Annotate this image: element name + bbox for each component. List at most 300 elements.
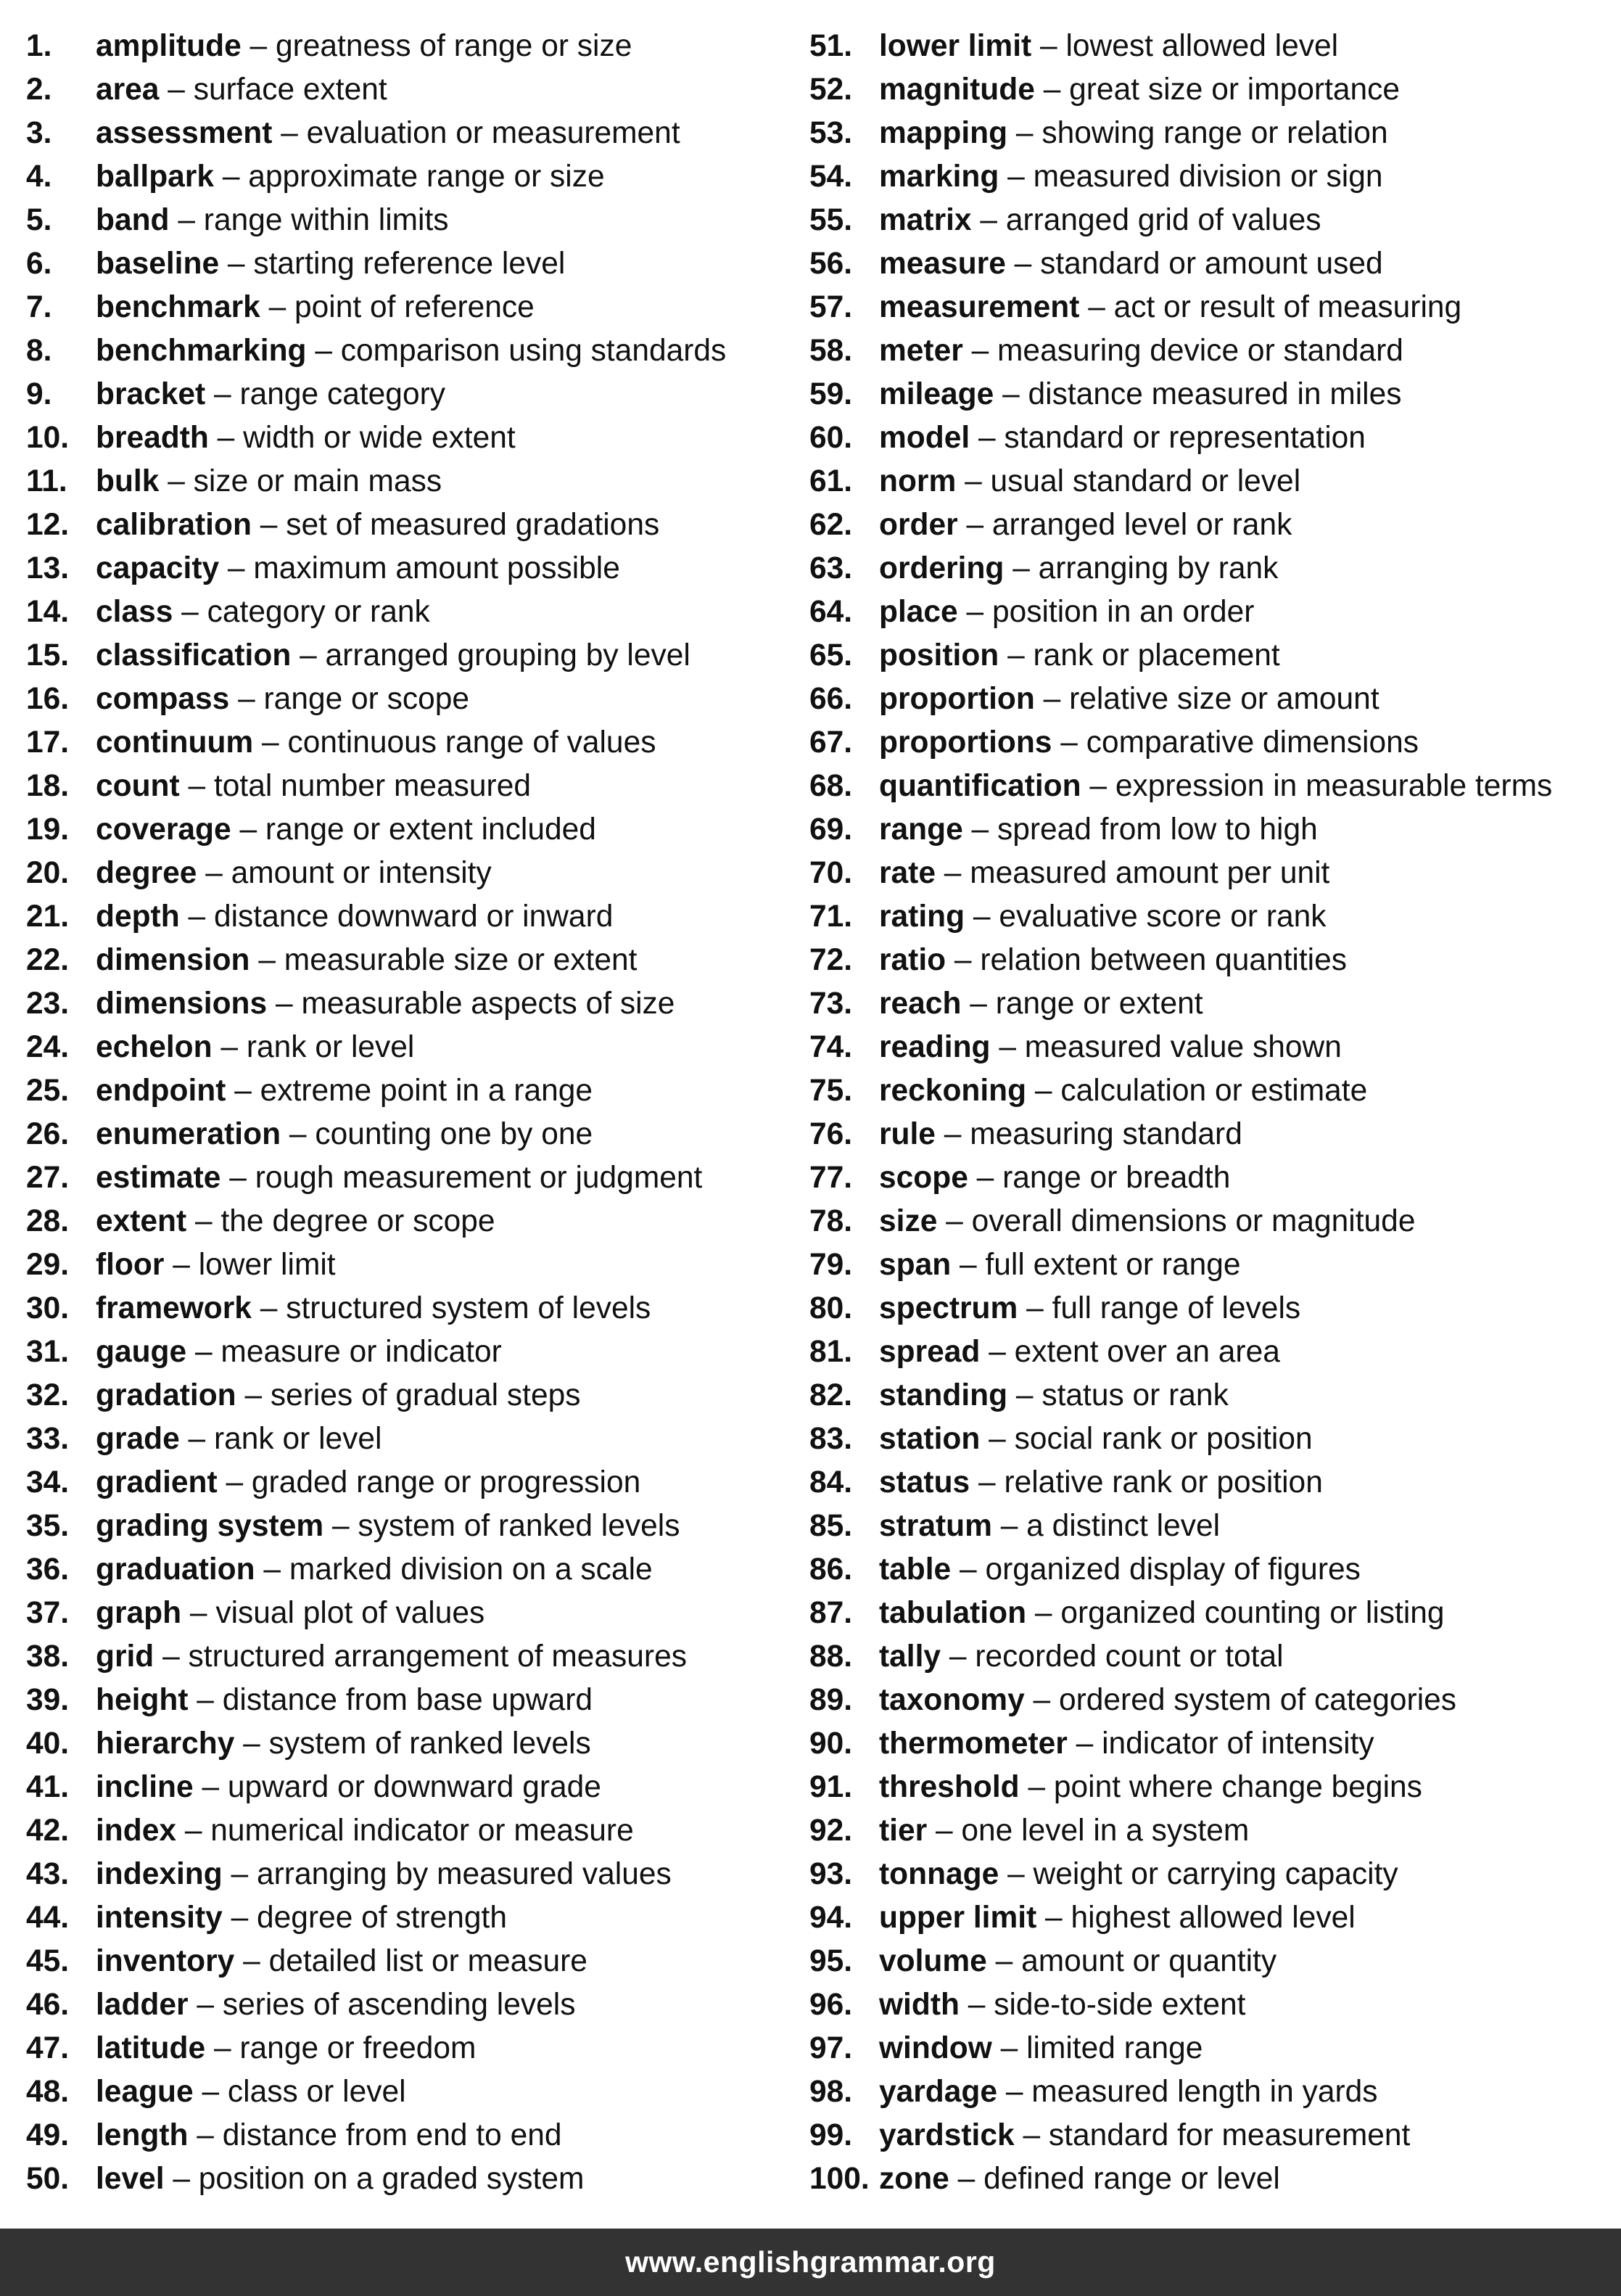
entry-separator: – [995, 1944, 1013, 1978]
list-item [809, 155, 1614, 199]
list-item [809, 416, 1614, 460]
entry-term: area [96, 73, 160, 107]
entry-separator: – [178, 203, 195, 237]
entry-definition: measure or indicator [220, 1335, 502, 1369]
entry-number: 27. [26, 1161, 70, 1195]
list-item [26, 503, 795, 547]
entry-number: 82. [809, 1378, 853, 1412]
entry-number: 58. [809, 334, 853, 368]
list-item [809, 591, 1614, 634]
footer-url[interactable]: www.englishgrammar.org [625, 2245, 996, 2279]
list-item [26, 1461, 795, 1505]
entry-number: 10. [26, 421, 70, 455]
entry-separator: – [1026, 1291, 1044, 1325]
entry-definition: arranging by measured values [257, 1857, 672, 1891]
list-item [26, 112, 795, 155]
list-item [26, 2114, 795, 2157]
list-item [26, 939, 795, 982]
entry-number: 43. [26, 1857, 70, 1891]
entry-text [879, 678, 1379, 721]
entry-separator: – [944, 1117, 962, 1151]
entry-term: endpoint [96, 1074, 226, 1108]
entry-text [96, 25, 632, 68]
entry-number: 2. [26, 73, 52, 107]
entry-term: class [96, 595, 173, 629]
entry-number: 17. [26, 725, 70, 760]
entry-definition: distance measured in miles [1028, 377, 1402, 411]
list-item [26, 1330, 795, 1374]
entry-term: position [879, 638, 999, 672]
entry-separator: – [968, 1988, 986, 2022]
entry-number: 59. [809, 377, 853, 411]
entry-number: 9. [26, 377, 52, 411]
entry-separator: – [1089, 769, 1108, 803]
entry-definition: full range of levels [1052, 1291, 1301, 1325]
entry-definition: limited range [1026, 2031, 1203, 2065]
entry-number: 30. [26, 1291, 70, 1325]
entry-separator: – [213, 2031, 231, 2065]
entry-term: width [879, 1988, 960, 2022]
entry-number: 83. [809, 1422, 853, 1456]
entry-definition: distance from end to end [222, 2118, 562, 2152]
entry-definition: act or result of measuring [1113, 290, 1462, 324]
entry-term: indexing [96, 1857, 223, 1891]
entry-definition: surface extent [193, 73, 387, 107]
entry-term: mileage [879, 377, 994, 411]
entry-text [96, 155, 605, 199]
entry-term: ratio [879, 943, 946, 977]
entry-number: 100. [809, 2162, 870, 2196]
entry-separator: – [1012, 551, 1030, 585]
entry-text [879, 25, 1338, 68]
entry-number: 33. [26, 1422, 70, 1456]
entry-separator: – [275, 987, 293, 1021]
list-item [809, 1200, 1614, 1243]
entry-number: 97. [809, 2031, 853, 2065]
entry-term: calibration [96, 508, 252, 542]
entry-text [96, 678, 469, 721]
entry-separator: – [188, 900, 206, 934]
entry-definition: indicator of intensity [1102, 1727, 1374, 1761]
entry-separator: – [989, 1335, 1006, 1369]
list-item [26, 329, 795, 373]
list-item [809, 286, 1614, 329]
entry-separator: – [1007, 160, 1025, 194]
entry-number: 3. [26, 116, 52, 150]
entry-text [879, 199, 1321, 242]
entry-number: 13. [26, 551, 70, 585]
entry-separator: – [971, 812, 989, 847]
entry-term: spectrum [879, 1291, 1018, 1325]
entry-separator: – [315, 334, 332, 368]
entry-definition: range within limits [203, 203, 449, 237]
entry-separator: – [243, 1944, 260, 1978]
list-item [809, 1287, 1614, 1330]
entry-term: band [96, 203, 170, 237]
entry-definition: range or scope [263, 682, 470, 716]
entry-term: baseline [96, 247, 220, 281]
entry-separator: – [162, 1639, 180, 1674]
entry-separator: – [980, 203, 998, 237]
entry-separator: – [1034, 1596, 1052, 1630]
entry-term: incline [96, 1770, 194, 1804]
entry-term: rate [879, 856, 936, 890]
entry-text [879, 68, 1400, 112]
entry-number: 61. [809, 464, 853, 498]
entry-number: 91. [809, 1770, 853, 1804]
list-item [26, 1853, 795, 1896]
entry-number: 31. [26, 1335, 70, 1369]
entry-separator: – [1033, 1683, 1051, 1717]
entry-number: 48. [26, 2075, 70, 2109]
entry-number: 40. [26, 1727, 70, 1761]
entry-text [879, 808, 1318, 852]
entry-term: window [879, 2031, 992, 2065]
entry-term: dimension [96, 943, 250, 977]
entry-separator: – [258, 943, 276, 977]
list-item [26, 199, 795, 242]
entry-term: intensity [96, 1901, 223, 1935]
entry-number: 96. [809, 1988, 853, 2022]
entry-number: 8. [26, 334, 52, 368]
list-item [26, 1113, 795, 1156]
entry-text [96, 1896, 507, 1940]
entry-term: estimate [96, 1161, 221, 1195]
entry-definition: measured length in yards [1031, 2075, 1378, 2109]
entry-definition: amount or intensity [231, 856, 492, 890]
entry-term: threshold [879, 1770, 1020, 1804]
entry-term: index [96, 1814, 177, 1848]
list-item [26, 25, 795, 68]
list-item [809, 1026, 1614, 1069]
entry-separator: – [1060, 725, 1078, 760]
entry-term: amplitude [96, 29, 242, 63]
entry-text [96, 329, 726, 373]
entry-number: 64. [809, 595, 853, 629]
entry-term: status [879, 1465, 970, 1499]
entry-number: 16. [26, 682, 70, 716]
entry-term: proportions [879, 725, 1052, 760]
list-item [809, 1374, 1614, 1417]
entry-text [879, 591, 1254, 634]
entry-separator: – [949, 1639, 967, 1674]
entry-separator: – [1043, 682, 1061, 716]
entry-text [879, 1853, 1398, 1896]
entry-definition: system of ranked levels [268, 1727, 591, 1761]
entry-separator: – [300, 638, 317, 672]
list-item [26, 1722, 795, 1766]
entry-number: 53. [809, 116, 853, 150]
entry-definition: point where change begins [1053, 1770, 1422, 1804]
entry-text [96, 2027, 476, 2070]
entry-definition: graded range or progression [251, 1465, 641, 1499]
entry-separator: – [1005, 2075, 1023, 2109]
entry-number: 78. [809, 1204, 853, 1238]
entry-number: 68. [809, 769, 853, 803]
entry-text [96, 503, 659, 547]
entry-text [879, 416, 1366, 460]
entry-text [879, 982, 1203, 1026]
entry-number: 67. [809, 725, 853, 760]
entry-text [96, 242, 565, 286]
entry-separator: – [184, 1814, 202, 1848]
entry-definition: maximum amount possible [253, 551, 620, 585]
entry-term: standing [879, 1378, 1008, 1412]
entry-number: 60. [809, 421, 853, 455]
entry-separator: – [243, 1727, 260, 1761]
entry-number: 5. [26, 203, 52, 237]
entry-term: benchmarking [96, 334, 307, 368]
entry-separator: – [966, 508, 984, 542]
entry-text [879, 634, 1280, 678]
list-item [26, 1287, 795, 1330]
entry-separator: – [205, 856, 223, 890]
entry-text [879, 1896, 1356, 1940]
entry-term: measurement [879, 290, 1080, 324]
list-item [26, 1809, 795, 1853]
entry-term: benchmark [96, 290, 260, 324]
entry-term: stratum [879, 1509, 992, 1543]
entry-definition: lowest allowed level [1065, 29, 1339, 63]
entry-term: breadth [96, 421, 209, 455]
entry-number: 72. [809, 943, 853, 977]
entry-term: scope [879, 1161, 968, 1195]
entry-definition: ordered system of categories [1059, 1683, 1457, 1717]
list-item [26, 1635, 795, 1679]
entry-definition: upward or downward grade [227, 1770, 601, 1804]
entry-number: 11. [26, 464, 67, 498]
entry-number: 56. [809, 247, 853, 281]
entry-term: yardstick [879, 2118, 1015, 2152]
list-item [809, 982, 1614, 1026]
entry-number: 46. [26, 1988, 70, 2022]
entry-separator: – [214, 377, 231, 411]
entry-definition: distance from base upward [222, 1683, 593, 1717]
list-item [809, 1679, 1614, 1722]
entry-term: reach [879, 987, 962, 1021]
entry-term: tonnage [879, 1857, 999, 1891]
entry-number: 44. [26, 1901, 70, 1935]
entry-definition: distance downward or inward [213, 900, 614, 934]
list-item [809, 2070, 1614, 2114]
entry-text [96, 1635, 687, 1679]
entry-number: 73. [809, 987, 853, 1021]
entry-definition: organized counting or listing [1060, 1596, 1445, 1630]
entry-definition: greatness of range or size [275, 29, 632, 63]
entry-definition: full extent or range [985, 1248, 1241, 1282]
entry-text [96, 1461, 640, 1505]
list-item [26, 1679, 795, 1722]
footer-bar [0, 2229, 1621, 2296]
entry-number: 77. [809, 1161, 853, 1195]
entry-number: 87. [809, 1596, 853, 1630]
entry-term: grid [96, 1639, 154, 1674]
entry-term: assessment [96, 116, 273, 150]
entry-number: 37. [26, 1596, 70, 1630]
entry-text [879, 155, 1383, 199]
entry-number: 6. [26, 247, 52, 281]
entry-separator: – [965, 464, 982, 498]
entry-text [879, 1809, 1249, 1853]
entry-separator: – [957, 2162, 976, 2196]
entry-term: graduation [96, 1552, 255, 1587]
entry-number: 65. [809, 638, 853, 672]
entry-text [879, 1722, 1374, 1766]
entry-number: 92. [809, 1814, 853, 1848]
entry-number: 38. [26, 1639, 70, 1674]
list-item [809, 1330, 1614, 1374]
entry-term: volume [879, 1944, 987, 1978]
entry-term: league [96, 2075, 194, 2109]
entry-term: yardage [879, 2075, 998, 2109]
entry-term: depth [96, 900, 180, 934]
list-item [809, 678, 1614, 721]
entry-definition: arranging by rank [1038, 551, 1279, 585]
entry-number: 34. [26, 1465, 70, 1499]
entry-definition: spread from low to high [997, 812, 1318, 847]
entry-term: compass [96, 682, 230, 716]
entry-term: taxonomy [879, 1683, 1025, 1717]
list-item [26, 1156, 795, 1200]
list-item [26, 460, 795, 503]
entry-separator: – [189, 1596, 207, 1630]
entry-term: degree [96, 856, 197, 890]
entry-number: 55. [809, 203, 853, 237]
entry-definition: a distinct level [1026, 1509, 1221, 1543]
entry-number: 1. [26, 29, 52, 63]
entry-term: zone [879, 2162, 949, 2196]
entry-term: tally [879, 1639, 941, 1674]
list-item [26, 852, 795, 895]
entry-text [879, 2027, 1203, 2070]
entry-definition: the degree or scope [220, 1204, 495, 1238]
entry-separator: – [960, 1552, 977, 1587]
entry-definition: arranged level or rank [991, 508, 1292, 542]
entry-term: matrix [879, 203, 972, 237]
list-item [26, 1592, 795, 1635]
list-item [26, 547, 795, 591]
entry-separator: – [202, 2075, 220, 2109]
entry-text [96, 1592, 484, 1635]
entry-definition: relation between quantities [980, 943, 1347, 977]
entry-definition: evaluative score or rank [999, 900, 1327, 934]
entry-separator: – [999, 1030, 1016, 1064]
list-item [26, 634, 795, 678]
entry-text [879, 1287, 1300, 1330]
list-item [26, 286, 795, 329]
entry-term: meter [879, 334, 963, 368]
entry-separator: – [976, 1161, 994, 1195]
entry-definition: comparison using standards [340, 334, 727, 368]
entry-text [96, 1548, 653, 1592]
entry-definition: range or extent [995, 987, 1203, 1021]
entry-separator: – [1000, 1509, 1018, 1543]
list-item [809, 939, 1614, 982]
list-item [26, 155, 795, 199]
entry-term: span [879, 1248, 952, 1282]
entry-text [879, 1026, 1342, 1069]
entry-term: place [879, 595, 958, 629]
entry-term: floor [96, 1248, 165, 1282]
entry-definition: starting reference level [253, 247, 566, 281]
entry-term: proportion [879, 682, 1035, 716]
entry-definition: continuous range of values [287, 725, 656, 760]
entry-definition: highest allowed level [1071, 1901, 1356, 1935]
entry-text [96, 939, 637, 982]
entry-separator: – [970, 987, 987, 1021]
entry-definition: evaluation or measurement [306, 116, 680, 150]
entry-number: 51. [809, 29, 853, 63]
list-item [809, 329, 1614, 373]
list-item [26, 895, 795, 939]
entry-number: 32. [26, 1378, 70, 1412]
entry-definition: organized display of figures [985, 1552, 1361, 1587]
list-item [809, 1505, 1614, 1548]
entry-text [879, 1679, 1456, 1722]
entry-text [96, 721, 656, 765]
entry-definition: range or freedom [239, 2031, 477, 2065]
entry-term: mapping [879, 116, 1008, 150]
list-item [809, 503, 1614, 547]
entry-text [96, 1766, 601, 1809]
list-item [26, 765, 795, 808]
entry-text [879, 1548, 1361, 1592]
list-item [26, 1374, 795, 1417]
entry-definition: point of reference [294, 290, 535, 324]
entry-number: 47. [26, 2031, 70, 2065]
entry-term: coverage [96, 812, 231, 847]
entry-term: count [96, 769, 180, 803]
list-item [26, 1200, 795, 1243]
entry-number: 26. [26, 1117, 70, 1151]
entry-separator: – [231, 1901, 249, 1935]
entry-text [96, 1983, 575, 2027]
list-item [809, 1809, 1614, 1853]
list-item [809, 1766, 1614, 1809]
entry-number: 39. [26, 1683, 70, 1717]
entry-term: thermometer [879, 1727, 1068, 1761]
entry-definition: comparative dimensions [1086, 725, 1419, 760]
entry-separator: – [1088, 290, 1105, 324]
list-item [809, 1113, 1614, 1156]
list-item [809, 1853, 1614, 1896]
entry-text [879, 1113, 1242, 1156]
entry-definition: rank or level [246, 1030, 415, 1064]
list-item [26, 68, 795, 112]
entry-text [879, 1940, 1276, 1983]
entry-definition: total number measured [213, 769, 531, 803]
entry-definition: marked division on a scale [289, 1552, 653, 1587]
list-item [26, 1548, 795, 1592]
entry-number: 88. [809, 1639, 853, 1674]
entry-separator: – [168, 464, 185, 498]
entry-number: 36. [26, 1552, 70, 1587]
list-item [809, 852, 1614, 895]
list-item [26, 1069, 795, 1113]
list-item [809, 25, 1614, 68]
entry-number: 75. [809, 1074, 853, 1108]
entry-text [96, 547, 620, 591]
entry-definition: range or extent included [265, 812, 596, 847]
entry-text [96, 112, 680, 155]
entry-definition: usual standard or level [990, 464, 1301, 498]
entry-separator: – [197, 2118, 214, 2152]
entry-separator: – [220, 1030, 239, 1064]
list-item [809, 721, 1614, 765]
entry-definition: system of ranked levels [358, 1509, 680, 1543]
entry-definition: rough measurement or judgment [255, 1161, 703, 1195]
entry-number: 18. [26, 769, 70, 803]
